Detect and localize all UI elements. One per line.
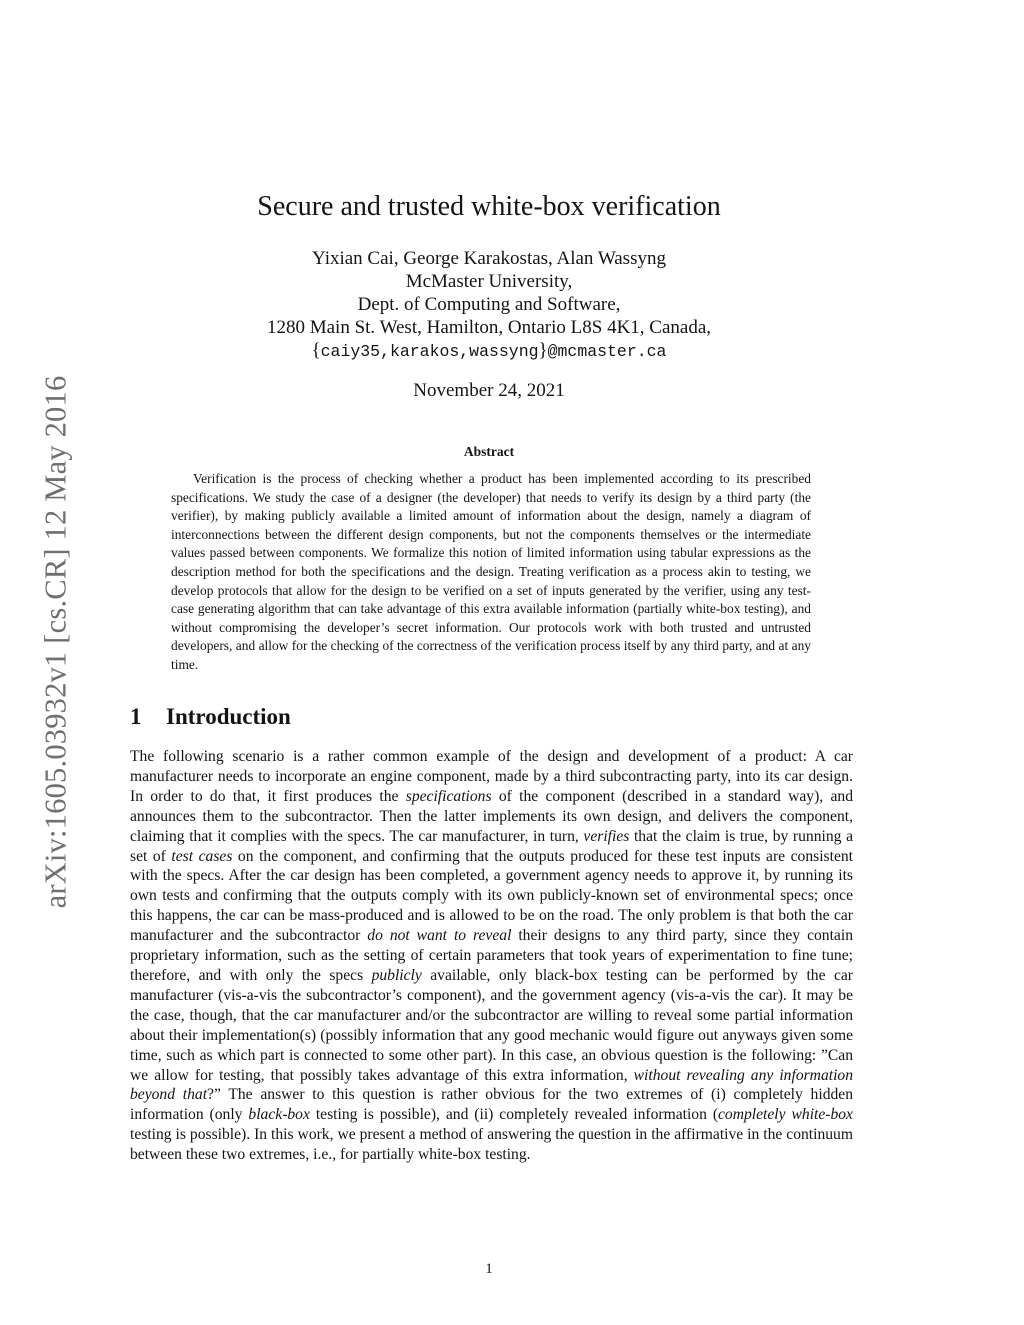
intro-text-1: The following scenario is a rather common example of the design and development of a product: A car manufacturer needs to incorporate an engine component, made by a third subcontracting party, into its car design. In order to do that, it first produces the bbox=[130, 748, 853, 805]
intro-emphasis-verifies: verifies bbox=[583, 827, 630, 845]
paper-date: November 24, 2021 bbox=[413, 380, 565, 401]
paper-title: Secure and trusted white-box verification bbox=[257, 191, 721, 222]
email-open-brace: { bbox=[311, 340, 321, 361]
email-close-brace: } bbox=[538, 340, 548, 361]
intro-text-3: that the claim is true, by running a set of bbox=[130, 827, 853, 865]
intro-text-4: on the component, and confirming that the outputs produced for these test inputs are consistent with the specs. After the car design has been completed, a government agency needs to approve it, by running its own tests and confirming that the outputs comply with its own publicly-known set of environmental specs; once this happens, the car can be mass-produced and is allowed to be on the road. The only problem is that both the car manufacturer and the subcontractor bbox=[130, 847, 853, 945]
author-department: Dept. of Computing and Software, bbox=[357, 294, 621, 315]
author-address: 1280 Main St. West, Hamilton, Ontario L8S 4K1, Canada, bbox=[266, 317, 712, 338]
abstract-heading: Abstract bbox=[463, 444, 515, 459]
author-block bbox=[0, 247, 1001, 363]
section-title: Introduction bbox=[166, 704, 291, 729]
email-users: caiy35,karakos,wassyng bbox=[320, 342, 539, 361]
intro-text-5: their designs to any third party, since they contain proprietary information, such as the setting of certain parameters that took years of experimentation to fine tune; therefore, and with only the specs bbox=[130, 927, 853, 984]
section-number: 1 bbox=[130, 704, 142, 729]
intro-emphasis-specifications: specifications bbox=[405, 787, 492, 805]
intro-text-2: of the component (described in a standard way), and announces them to the subcontractor. Then the latter implements its own design, and delivers the component, claiming that it complies with the specs. The car manufacturer, in turn, bbox=[130, 787, 853, 845]
intro-emphasis-publicly: publicly bbox=[371, 966, 422, 984]
intro-text-6: available, only black-box testing can be performed by the car manufacturer (vis-a-vis the subcontractor’s component), and the government agency (vis-a-vis the car). It may be the case, though, that the car manufacturer and/or the subcontractor are willing to reveal some partial information about their implementation(s) (possibly information that any good mechanic would figure out anyways given some time, such as which part is connected to some other part). In this case, an obvious question is the following: ”Can we allow for testing, that possibly takes advantage of this extra information, bbox=[130, 966, 853, 1084]
intro-emphasis-completely-white-box: completely white-box bbox=[718, 1106, 853, 1124]
intro-text-7: ?” The answer to this question is rather obvious for the two extremes of (i) completely hidden information (only bbox=[130, 1086, 854, 1124]
abstract-text: Verification is the process of checking whether a product has been implemented according to its prescribed specifications. We study the case of a designer (the developer) that needs to verify its design by a third party (the verifier), by making publicly available a limited amount of information about the design, namely a diagram of interconnections between the different design components, but not the components themselves or the intermediate values passed between components. We formalize this notion of limited information using tabular expressions as the description method for both the specifications and the design. Treating verification as a process akin to testing, we develop protocols that allow for the design to be verified on a set of inputs generated by the verifier, using any test-case generating algorithm that can take advantage of this extra available information (partially white-box testing), and without compromising the developer’s secret information. Our protocols work with both trusted and untrusted developers, and allow for the checking of the correctness of the verification process itself by any third party, and at any time. bbox=[171, 471, 811, 672]
arxiv-identifier: arXiv:1605.03932v1 [cs.CR] 12 May 2016 bbox=[38, 375, 73, 909]
intro-emphasis-without-revealing: without revealing any information beyond that bbox=[130, 1066, 853, 1104]
author-email bbox=[0, 339, 1001, 363]
intro-emphasis-do-not-reveal: do not want to reveal bbox=[367, 927, 512, 945]
intro-emphasis-test-cases: test cases bbox=[171, 847, 233, 865]
author-names: Yixian Cai, George Karakostas, Alan Wassyng bbox=[312, 248, 666, 269]
section-heading bbox=[130, 702, 291, 732]
intro-emphasis-black-box: black-box bbox=[248, 1106, 310, 1124]
email-domain: @mcmaster.ca bbox=[547, 342, 667, 361]
page-number: 1 bbox=[485, 1261, 493, 1277]
intro-text-9: testing is possible). In this work, we present a method of answering the question in the affirmative in the continuum between these two extremes, i.e., for partially white-box testing. bbox=[130, 1126, 853, 1164]
intro-text-8: testing is possible), and (ii) completely revealed information ( bbox=[309, 1106, 719, 1124]
introduction-paragraph bbox=[130, 747, 853, 1165]
author-university: McMaster University, bbox=[405, 271, 573, 292]
